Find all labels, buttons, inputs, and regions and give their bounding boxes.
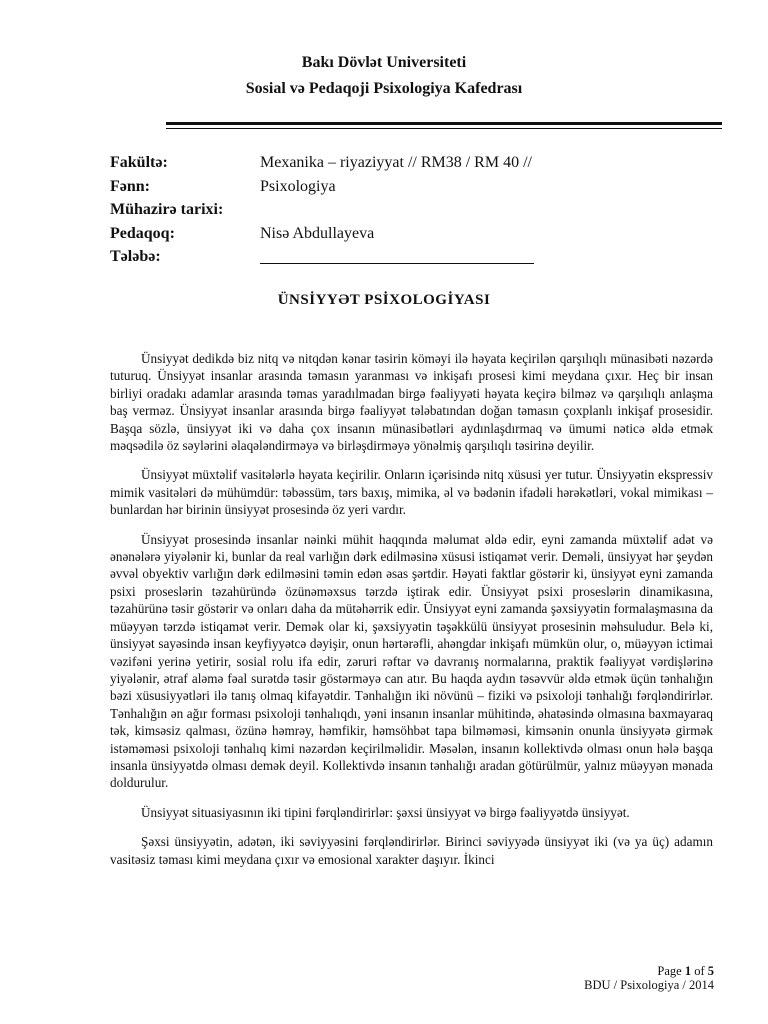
- lecture-info-block: [110, 151, 730, 269]
- meta-row-lecture-date: [110, 198, 730, 222]
- paragraph: Ünsiyyət prosesində insanlar nəinki mühit haqqında məlumat əldə edir, eyni zamanda müxtəlif adət və ənənələrə yiyələnir ki, bunlar da real varlığın dərk edilməsinə xüsusi istiqamət verir. Deməli, ünsiyyət hər şeydən əvvəl obyektiv varlığın dərk edilməsini təmin edən əsas şərtdir. Həyati faktlar göstərir ki, ünsiyyət eyni zamanda psixi proseslərin təzahüründə özünəməxsus tərzdə iştirak edir. Ünsiyyət psixi proseslərin dinamikasına, təzahürünə təsir göstərir və onları daha da mütəhərrik edir. Ünsiyyət eyni zamanda şəxsiyyətin formalaşmasına da müəyyən tərzdə istiqamət verir. Demək olar ki, şəxsiyyətin təşəkkülü ünsiyyət prosesinin məhsuludur. Belə ki, ünsiyyət sayəsində insan keyfiyyətcə dəyişir, onun hərtərəfli, ahəngdar inkişafı mümkün olur, o, müəyyən ictimai vəzifəni yerinə yetirir, sosial rolu ifa edir, zəruri rəftar və davranış normalarına, praktik fəaliyyət vərdişlərinə yiyələnir, ətraf aləmə fəal surətdə təsir göstərməyə can atır. Bu haqda aydın təsəvvür əldə etmək üçün tənhalığın bəzi xüsusiyyətləri ilə tanış olmaq kifayətdir. Tənhalığın iki növünü – fiziki və psixoloji tənhalığı fərqləndirirlər. Tənhalığın ən ağır forması psixoloji tənhalıqdı, yəni insanın insanlar mühitində, əhatəsində olmasına baxmayaraq tək, kimsəsiz qalması, özünə həmrəy, həmfikir, həmsöhbət tapa bilməməsi, kimsənin onunla ünsiyyətə girmək istəməməsi psixoloji tənhalıq kimi nəzərdən keçirilməlidir. Məsələn, insanın kollektivdə olması onun hələ başqa insanla ünsiyyətdə olması demək deyil. Kollektivdə insanın tənhalığı aradan götürülmür, yalnız müəyyən mənada doldurulur.: [110, 531, 713, 791]
- lecture-body: [110, 350, 713, 880]
- page-of: of: [694, 964, 705, 978]
- page-total: 5: [707, 964, 714, 978]
- meta-value: Mexanika – riyaziyyat // RM38 / RM 40 //: [260, 154, 532, 171]
- document-header: [0, 50, 768, 102]
- lecture-title: ÜNSİYYƏT PSİXOLOGİYASI: [277, 292, 491, 308]
- meta-value: Nisə Abdullayeva: [260, 224, 375, 242]
- page-footer: [584, 964, 714, 992]
- paragraph: Ünsiyyət situasiyasının iki tipini fərqləndirirlər: şəxsi ünsiyyət və birgə fəaliyyətdə ünsiyyət.: [141, 804, 630, 820]
- meta-label: Mühazirə tarixi:: [110, 201, 224, 218]
- student-blank-line: [260, 263, 534, 264]
- header-rule-thick: [166, 122, 722, 125]
- page-number: [584, 964, 714, 978]
- meta-row-faculty: [110, 151, 730, 175]
- meta-row-teacher: [110, 222, 730, 246]
- meta-row-student: [110, 245, 730, 269]
- meta-label: Pedaqoq:: [110, 224, 175, 242]
- meta-label: Fakültə:: [110, 154, 168, 171]
- header-rule-thin: [166, 128, 722, 129]
- meta-value: Psixologiya: [260, 177, 336, 195]
- course-footer: BDU / Psixologiya / 2014: [584, 978, 714, 992]
- page-word: Page: [657, 964, 682, 978]
- page-current: 1: [684, 964, 692, 978]
- paragraph: Ünsiyyət müxtəlif vasitələrlə həyata keçirilir. Onların içərisində nitq xüsusi yer tutur. Ünsiyyətin ekspressiv mimik vasitələri də mühümdür: təbəssüm, tərs baxış, mimika, əl və bədənin ifadəli hərəkətləri, vokal mimikası – bunlardan hər birinin ünsiyyət prosesində öz yeri vardır.: [110, 467, 713, 518]
- meta-row-subject: [110, 175, 730, 199]
- paragraph: Şəxsi ünsiyyətin, adətən, iki səviyyəsini fərqləndirirlər. Birinci səviyyədə ünsiyyət iki (və ya üç) adamın vasitəsiz təması kimi meydana çıxır və emosional xarakter daşıyır. İkinci: [110, 834, 713, 867]
- department-name: Sosial və Pedaqoji Psixologiya Kafedrası: [245, 80, 523, 97]
- meta-label: Tələbə:: [110, 248, 161, 265]
- university-name: Bakı Dövlət Universiteti: [301, 54, 467, 71]
- paragraph: Ünsiyyət dedikdə biz nitq və nitqdən kənar təsirin köməyi ilə həyata keçirilən qarşılıqlı münasibəti nəzərdə tuturuq. Ünsiyyət insanlar arasında təmasın yaranması və inkişafı prosesi kimi meydana çıxır. Heç bir insan birliyi oradakı adamlar arasında təmas yaradılmadan birgə fəaliyyəti həyata keçirə bilməz və qarşılıqlı anlaşma baş verməz. Ünsiyyət insanlar arasında birgə fəaliyyət tələbatından doğan təmasın çoxplanlı inkişaf prosesidir. Başqa sözlə, ünsiyyət iki və daha çox insanın münasibətləri aydınlaşdırmaq və ümumi nəticə əldə etmək məqsədilə öz səylərini əlaqələndirməyə və birləşdirməyə yönəlmiş qarşılıqlı təsirinə deyilir.: [110, 351, 713, 454]
- meta-label: Fənn:: [110, 177, 150, 195]
